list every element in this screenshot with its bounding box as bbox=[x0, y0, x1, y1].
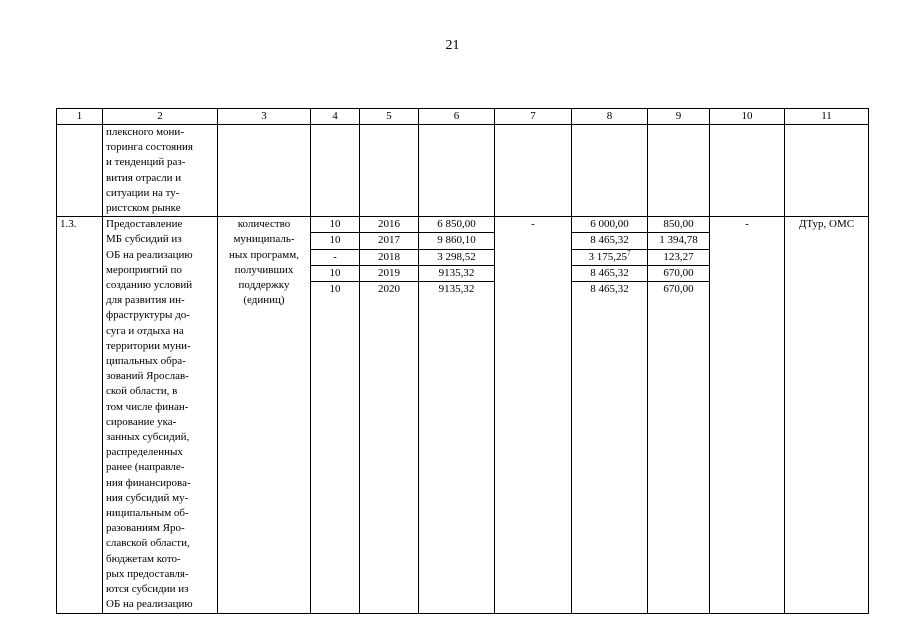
municipal-amount: 123,27 bbox=[648, 249, 709, 265]
column-header: 7 bbox=[495, 109, 572, 125]
column-header: 2 bbox=[103, 109, 218, 125]
column-header: 8 bbox=[572, 109, 648, 125]
column-header: 6 bbox=[419, 109, 495, 125]
municipal-amount-cell bbox=[648, 217, 710, 613]
column-number-row bbox=[57, 109, 869, 125]
total-amount: 6 850,00 bbox=[419, 217, 494, 233]
total-amount: 3 298,52 bbox=[419, 249, 494, 265]
item-number: 1.3. bbox=[57, 217, 103, 613]
column-header: 11 bbox=[785, 109, 869, 125]
target-value: 10 bbox=[311, 217, 359, 233]
column-header: 9 bbox=[648, 109, 710, 125]
target-value: 10 bbox=[329, 283, 341, 296]
target-value: 10 bbox=[311, 233, 359, 249]
regional-amount: 6 000,00 bbox=[590, 218, 629, 231]
regional-amount-cell bbox=[572, 217, 648, 613]
executor: ДТур, ОМС bbox=[785, 217, 869, 613]
total-amount: 9 860,10 bbox=[419, 233, 494, 249]
municipal-amount: 670,00 bbox=[648, 265, 709, 281]
column-header: 3 bbox=[218, 109, 311, 125]
municipal-amount: 1 394,78 bbox=[648, 233, 709, 249]
continued-description: плексного мони- торинга состояния и тенденций раз- вития отрасли и ситуации на ту- ристском рынке bbox=[103, 125, 218, 217]
year-value: 2020 bbox=[378, 283, 400, 296]
column-header: 4 bbox=[311, 109, 360, 125]
year-value: 2018 bbox=[360, 249, 418, 265]
regional-amount: 3 175,25 bbox=[588, 250, 627, 263]
column-header: 1 bbox=[57, 109, 103, 125]
year-value: 2019 bbox=[360, 265, 418, 281]
total-amount: 9135,32 bbox=[419, 265, 494, 281]
target-value: 10 bbox=[311, 265, 359, 281]
year-value: 2016 bbox=[360, 217, 418, 233]
footnote-mark: 7 bbox=[627, 249, 631, 257]
target-values-cell bbox=[311, 217, 360, 613]
target-value: - bbox=[311, 249, 359, 265]
item-description: Предоставление МБ субсидий из ОБ на реализацию мероприятий по созданию условий для развития ин- фраструктуры до- суга и отдыха на территории муни- ципальных обра- зований Ярослав- ской области, в том числе финан- сирование ука- занных субсидий, распределенных ранее (направле- ния финансирова- ния субсидий му- ниципальным об- разованиям Яро- славской области, бюджетам кото- рых предоставля- ются субсидии из ОБ на реализацию bbox=[103, 217, 218, 613]
page-number: 21 bbox=[445, 38, 460, 53]
continuation-row bbox=[57, 125, 869, 217]
col7-value: - bbox=[495, 217, 572, 613]
item-row bbox=[57, 217, 869, 613]
total-amount-cell bbox=[419, 217, 495, 613]
municipal-amount: 670,00 bbox=[663, 283, 694, 296]
regional-amount: 8 465,32 bbox=[590, 266, 629, 279]
years-cell bbox=[360, 217, 419, 613]
col10-value: - bbox=[710, 217, 785, 613]
column-header: 10 bbox=[710, 109, 785, 125]
total-amount: 9135,32 bbox=[438, 283, 475, 296]
program-table bbox=[56, 108, 869, 614]
regional-amount: 8 465,32 bbox=[590, 234, 629, 247]
municipal-amount: 850,00 bbox=[648, 217, 709, 233]
regional-amount: 8 465,32 bbox=[590, 283, 629, 296]
indicator-text: количество муниципаль- ных программ, получивших поддержку (единиц) bbox=[218, 217, 311, 613]
year-value: 2017 bbox=[360, 233, 418, 249]
column-header: 5 bbox=[360, 109, 419, 125]
